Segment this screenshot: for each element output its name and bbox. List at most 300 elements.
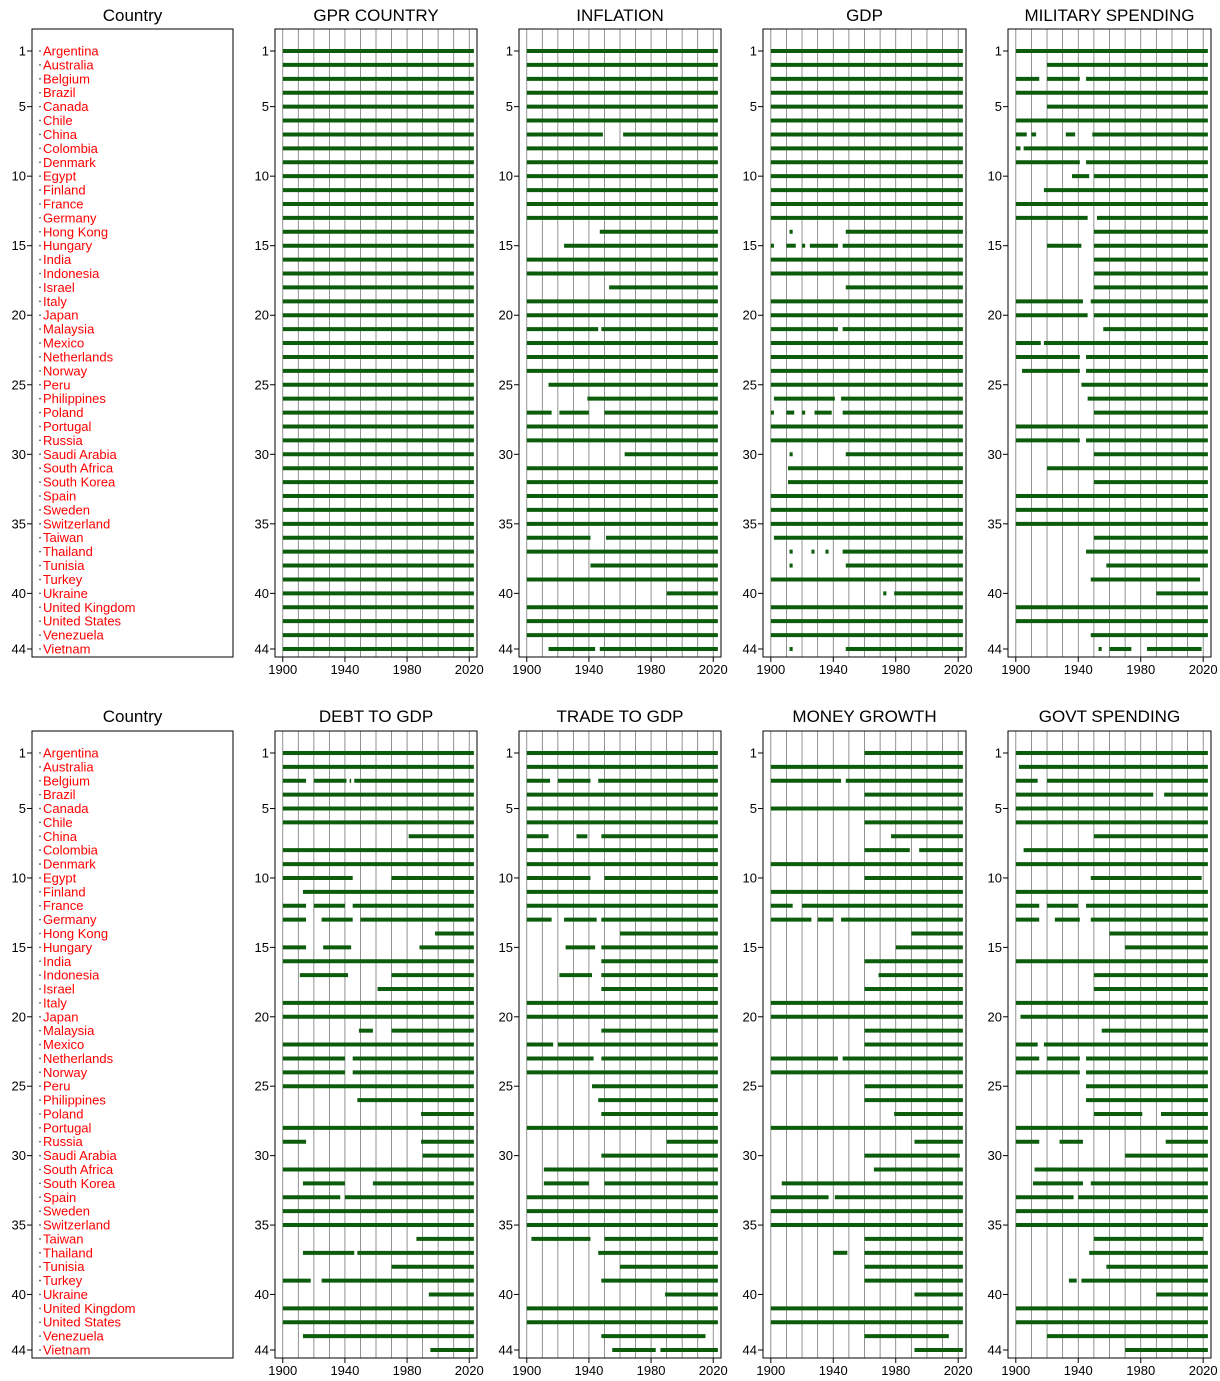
country-label: Belgium	[43, 71, 90, 87]
country-label: China	[43, 126, 77, 142]
country-label: Japan	[43, 1009, 79, 1025]
x-tick-label: 1980	[636, 1363, 666, 1378]
country-label: Poland	[43, 405, 84, 421]
y-tick-label: 44	[742, 1342, 757, 1358]
country-label: Switzerland	[43, 1217, 111, 1233]
country-marker	[39, 946, 41, 948]
country-label: France	[43, 898, 84, 914]
panel-title: TRADE TO GDP	[556, 707, 684, 726]
y-tick-label: 40	[987, 1286, 1002, 1302]
country-label: Malaysia	[43, 1023, 95, 1039]
y-tick-label: 30	[498, 1148, 513, 1164]
country-label: Mexico	[43, 335, 85, 351]
country-marker	[39, 863, 41, 865]
country-marker	[39, 439, 41, 441]
x-tick-label: 2020	[943, 1363, 973, 1378]
country-label: Tunisia	[43, 1259, 85, 1275]
country-marker	[39, 1058, 41, 1060]
y-tick-label: 44	[987, 1342, 1002, 1358]
country-marker	[39, 495, 41, 497]
country-marker	[39, 606, 41, 608]
country-label: Turkey	[43, 1273, 83, 1289]
country-marker	[39, 1349, 41, 1351]
x-tick-label: 1940	[818, 662, 848, 677]
country-label: Canada	[43, 99, 89, 115]
country-label: Netherlands	[43, 1050, 114, 1066]
country-marker	[39, 1127, 41, 1129]
y-tick-label: 20	[987, 307, 1002, 323]
y-tick-label: 20	[254, 307, 269, 323]
country-label: United Kingdom	[43, 1300, 136, 1316]
country-label: Japan	[43, 307, 79, 323]
country-label: South Korea	[43, 1175, 116, 1191]
country-label: India	[43, 252, 72, 268]
panel-govt-spending	[988, 707, 1218, 1378]
country-marker	[39, 453, 41, 455]
y-tick-label: 5	[505, 99, 513, 115]
country-label: Peru	[43, 377, 71, 393]
x-tick-label: 2020	[454, 1363, 484, 1378]
x-tick-label: 1900	[268, 1363, 298, 1378]
y-tick-label: 30	[742, 446, 757, 462]
y-tick-label: 20	[498, 307, 513, 323]
country-marker	[39, 579, 41, 581]
y-tick-label: 5	[18, 99, 26, 115]
x-tick-label: 1940	[330, 1363, 360, 1378]
y-tick-label: 15	[498, 939, 513, 955]
country-label: United States	[43, 613, 122, 629]
y-tick-label: 30	[11, 1148, 26, 1164]
y-tick-label: 10	[254, 870, 269, 886]
country-panel	[12, 707, 233, 1358]
y-tick-label: 40	[498, 1286, 513, 1302]
country-label: South Africa	[43, 1162, 114, 1178]
country-marker	[39, 203, 41, 205]
country-marker	[39, 120, 41, 122]
country-label: Hong Kong	[43, 925, 109, 941]
y-tick-label: 30	[254, 1148, 269, 1164]
y-tick-label: 15	[987, 238, 1002, 254]
y-tick-label: 5	[749, 801, 757, 817]
x-tick-label: 1900	[1001, 1363, 1031, 1378]
country-label: Sweden	[43, 502, 90, 518]
panel-gpr-country	[255, 6, 484, 677]
country-marker	[39, 988, 41, 990]
y-tick-label: 35	[742, 516, 757, 532]
country-marker	[39, 50, 41, 52]
country-marker	[39, 64, 41, 66]
country-marker	[39, 1321, 41, 1323]
x-tick-label: 1940	[818, 1363, 848, 1378]
country-label: Denmark	[43, 154, 96, 170]
country-label: Australia	[43, 57, 94, 73]
country-marker	[39, 384, 41, 386]
country-label: Finland	[43, 884, 86, 900]
country-label: Israel	[43, 981, 75, 997]
x-tick-label: 1900	[512, 1363, 542, 1378]
x-tick-label: 2020	[698, 662, 728, 677]
country-label: Brazil	[43, 787, 76, 803]
country-label: Hong Kong	[43, 224, 109, 240]
x-tick-label: 1900	[756, 1363, 786, 1378]
country-marker	[39, 1280, 41, 1282]
country-marker	[39, 287, 41, 289]
country-label: Chile	[43, 113, 73, 129]
country-label: Argentina	[43, 43, 99, 59]
country-marker	[39, 189, 41, 191]
x-tick-label: 1980	[1126, 662, 1156, 677]
y-tick-label: 35	[11, 1217, 26, 1233]
y-tick-label: 35	[11, 516, 26, 532]
country-label: South Africa	[43, 460, 114, 476]
x-tick-label: 1900	[756, 662, 786, 677]
y-tick-label: 20	[254, 1009, 269, 1025]
country-label: Portugal	[43, 1120, 92, 1136]
country-marker	[39, 877, 41, 879]
country-label: Switzerland	[43, 516, 111, 532]
y-tick-label: 10	[742, 168, 757, 184]
country-marker	[39, 592, 41, 594]
country-label: Denmark	[43, 856, 96, 872]
panel-title: Country	[102, 6, 163, 25]
country-marker	[39, 245, 41, 247]
y-tick-label: 5	[994, 801, 1002, 817]
country-marker	[39, 134, 41, 136]
country-marker	[39, 960, 41, 962]
x-tick-label: 1980	[636, 662, 666, 677]
y-tick-label: 44	[254, 641, 269, 657]
country-marker	[39, 1238, 41, 1240]
country-label: Ukraine	[43, 1286, 88, 1302]
country-marker	[39, 1085, 41, 1087]
y-tick-label: 20	[498, 1009, 513, 1025]
country-marker	[39, 314, 41, 316]
y-tick-label: 35	[498, 516, 513, 532]
y-tick-label: 40	[254, 585, 269, 601]
country-label: Indonesia	[43, 266, 100, 282]
y-tick-label: 20	[742, 1009, 757, 1025]
country-marker	[39, 849, 41, 851]
country-label: Thailand	[43, 1245, 93, 1261]
country-label: South Korea	[43, 474, 116, 490]
y-tick-label: 44	[498, 641, 513, 657]
country-marker	[39, 1224, 41, 1226]
x-tick-label: 1900	[512, 662, 542, 677]
y-tick-label: 44	[254, 1342, 269, 1358]
y-tick-label: 25	[254, 377, 269, 393]
y-tick-label: 40	[498, 585, 513, 601]
country-marker	[39, 835, 41, 837]
country-marker	[39, 426, 41, 428]
country-label: Spain	[43, 1189, 77, 1205]
y-tick-label: 25	[987, 377, 1002, 393]
country-label: France	[43, 196, 84, 212]
country-marker	[39, 919, 41, 921]
y-tick-label: 5	[261, 801, 269, 817]
country-label: Venezuela	[43, 627, 104, 643]
country-marker	[39, 766, 41, 768]
country-label: Mexico	[43, 1037, 85, 1053]
y-tick-label: 1	[505, 43, 513, 59]
country-marker	[39, 537, 41, 539]
y-tick-label: 35	[742, 1217, 757, 1233]
y-tick-label: 15	[11, 939, 26, 955]
y-tick-label: 20	[11, 1009, 26, 1025]
y-tick-label: 30	[498, 446, 513, 462]
country-marker	[39, 933, 41, 935]
country-label: Norway	[43, 363, 88, 379]
country-label: Colombia	[43, 842, 98, 858]
y-tick-label: 20	[742, 307, 757, 323]
y-tick-label: 1	[18, 43, 26, 59]
country-marker	[39, 398, 41, 400]
country-marker	[39, 1141, 41, 1143]
country-marker	[39, 481, 41, 483]
country-label: Norway	[43, 1064, 88, 1080]
country-label: Vietnam	[43, 1342, 91, 1358]
country-label: Venezuela	[43, 1328, 104, 1344]
x-tick-label: 1980	[392, 662, 422, 677]
y-tick-label: 44	[11, 641, 26, 657]
y-tick-label: 15	[11, 238, 26, 254]
y-tick-label: 15	[498, 238, 513, 254]
country-label: Belgium	[43, 773, 90, 789]
y-tick-label: 1	[18, 745, 26, 761]
country-label: Tunisia	[43, 558, 85, 574]
country-label: Turkey	[43, 571, 83, 587]
country-marker	[39, 523, 41, 525]
country-marker	[39, 1252, 41, 1254]
country-marker	[39, 1113, 41, 1115]
country-label: Germany	[43, 210, 97, 226]
x-tick-label: 1980	[881, 662, 911, 677]
country-marker	[39, 1099, 41, 1101]
country-label: Italy	[43, 995, 67, 1011]
country-marker	[39, 822, 41, 824]
y-tick-label: 15	[987, 939, 1002, 955]
country-label: Portugal	[43, 418, 92, 434]
country-marker	[39, 794, 41, 796]
country-label: Argentina	[43, 745, 99, 761]
country-marker	[39, 1196, 41, 1198]
y-tick-label: 15	[254, 939, 269, 955]
country-label: Malaysia	[43, 321, 95, 337]
y-tick-label: 25	[987, 1078, 1002, 1094]
country-label: Taiwan	[43, 530, 84, 546]
country-marker	[39, 467, 41, 469]
country-marker	[39, 412, 41, 414]
x-tick-label: 1900	[1001, 662, 1031, 677]
country-marker	[39, 370, 41, 372]
panel-title: MILITARY SPENDING	[1024, 6, 1195, 25]
country-marker	[39, 551, 41, 553]
country-marker	[39, 1016, 41, 1018]
y-tick-label: 1	[261, 43, 269, 59]
country-label: Egypt	[43, 168, 77, 184]
country-label: Poland	[43, 1106, 84, 1122]
country-label: Italy	[43, 293, 67, 309]
y-tick-label: 40	[11, 1286, 26, 1302]
country-marker	[39, 1030, 41, 1032]
y-tick-label: 1	[994, 745, 1002, 761]
country-label: Thailand	[43, 544, 93, 560]
panel-debt-to-gdp	[255, 707, 484, 1378]
y-tick-label: 1	[261, 745, 269, 761]
panel-title: GPR COUNTRY	[313, 6, 439, 25]
y-tick-label: 30	[987, 446, 1002, 462]
y-tick-label: 35	[498, 1217, 513, 1233]
y-tick-label: 30	[11, 446, 26, 462]
y-tick-label: 25	[742, 1078, 757, 1094]
country-label: India	[43, 953, 72, 969]
x-tick-label: 2020	[698, 1363, 728, 1378]
y-tick-label: 10	[987, 168, 1002, 184]
y-tick-label: 44	[498, 1342, 513, 1358]
country-marker	[39, 1002, 41, 1004]
y-tick-label: 10	[498, 168, 513, 184]
x-tick-label: 2020	[1188, 1363, 1218, 1378]
y-tick-label: 44	[987, 641, 1002, 657]
x-tick-label: 1940	[330, 662, 360, 677]
country-label: Philippines	[43, 1092, 106, 1108]
country-marker	[39, 509, 41, 511]
y-tick-label: 5	[994, 99, 1002, 115]
country-label: Canada	[43, 801, 89, 817]
y-tick-label: 5	[18, 801, 26, 817]
y-tick-label: 25	[254, 1078, 269, 1094]
country-marker	[39, 974, 41, 976]
country-label: Ukraine	[43, 585, 88, 601]
country-marker	[39, 106, 41, 108]
country-marker	[39, 752, 41, 754]
country-marker	[39, 1182, 41, 1184]
country-marker	[39, 328, 41, 330]
country-marker	[39, 356, 41, 358]
y-tick-label: 5	[261, 99, 269, 115]
x-tick-label: 1980	[1126, 1363, 1156, 1378]
y-tick-label: 20	[11, 307, 26, 323]
x-tick-label: 1900	[268, 662, 298, 677]
country-label: Netherlands	[43, 349, 114, 365]
panel-title: INFLATION	[576, 6, 664, 25]
panel-title: MONEY GROWTH	[792, 707, 937, 726]
y-tick-label: 40	[11, 585, 26, 601]
y-tick-label: 1	[994, 43, 1002, 59]
country-label: Chile	[43, 814, 73, 830]
panel-title: GOVT SPENDING	[1038, 707, 1181, 726]
country-label: United States	[43, 1314, 122, 1330]
country-label: Australia	[43, 759, 94, 775]
country-label: Russia	[43, 432, 83, 448]
country-marker	[39, 217, 41, 219]
x-tick-label: 2020	[1188, 662, 1218, 677]
country-marker	[39, 175, 41, 177]
country-marker	[39, 1044, 41, 1046]
country-marker	[39, 1169, 41, 1171]
y-tick-label: 44	[11, 1342, 26, 1358]
y-tick-label: 15	[742, 238, 757, 254]
country-label: Taiwan	[43, 1231, 84, 1247]
country-marker	[39, 905, 41, 907]
country-marker	[39, 808, 41, 810]
y-tick-label: 25	[742, 377, 757, 393]
country-label: Indonesia	[43, 967, 100, 983]
country-marker	[39, 92, 41, 94]
panel-military-spending	[988, 6, 1218, 677]
y-tick-label: 25	[498, 1078, 513, 1094]
country-marker	[39, 891, 41, 893]
country-label: Hungary	[43, 939, 93, 955]
y-tick-label: 1	[749, 43, 757, 59]
x-tick-label: 1940	[1063, 1363, 1093, 1378]
y-tick-label: 30	[742, 1148, 757, 1164]
country-label: Russia	[43, 1134, 83, 1150]
country-label: Philippines	[43, 391, 106, 407]
y-tick-label: 10	[11, 168, 26, 184]
country-panel	[12, 6, 233, 657]
country-label: Brazil	[43, 85, 76, 101]
country-marker	[39, 231, 41, 233]
country-marker	[39, 300, 41, 302]
y-tick-label: 35	[254, 1217, 269, 1233]
y-tick-label: 10	[498, 870, 513, 886]
country-marker	[39, 565, 41, 567]
y-tick-label: 15	[742, 939, 757, 955]
y-tick-label: 1	[505, 745, 513, 761]
country-label: Finland	[43, 182, 86, 198]
country-label: Peru	[43, 1078, 71, 1094]
y-tick-label: 10	[254, 168, 269, 184]
y-tick-label: 5	[749, 99, 757, 115]
country-marker	[39, 1155, 41, 1157]
y-tick-label: 10	[987, 870, 1002, 886]
y-tick-label: 20	[987, 1009, 1002, 1025]
x-tick-label: 1940	[1063, 662, 1093, 677]
country-label: Israel	[43, 279, 75, 295]
y-tick-label: 5	[505, 801, 513, 817]
panel-money-growth	[743, 707, 973, 1378]
country-marker	[39, 1307, 41, 1309]
country-marker	[39, 780, 41, 782]
y-tick-label: 25	[11, 377, 26, 393]
country-marker	[39, 161, 41, 163]
y-tick-label: 35	[987, 1217, 1002, 1233]
panel-trade-to-gdp	[499, 707, 728, 1378]
country-label: United Kingdom	[43, 599, 136, 615]
country-marker	[39, 1335, 41, 1337]
country-marker	[39, 1071, 41, 1073]
country-label: Spain	[43, 488, 77, 504]
country-marker	[39, 648, 41, 650]
country-marker	[39, 342, 41, 344]
country-label: Hungary	[43, 238, 93, 254]
panel-title: GDP	[846, 6, 883, 25]
country-marker	[39, 259, 41, 261]
x-tick-label: 2020	[943, 662, 973, 677]
country-label: Vietnam	[43, 641, 91, 657]
country-label: China	[43, 828, 77, 844]
country-label: Sweden	[43, 1203, 90, 1219]
country-label: Egypt	[43, 870, 77, 886]
country-marker	[39, 1294, 41, 1296]
panel-title: Country	[102, 707, 163, 726]
country-marker	[39, 634, 41, 636]
y-tick-label: 10	[11, 870, 26, 886]
country-marker	[39, 147, 41, 149]
country-label: Colombia	[43, 140, 98, 156]
y-tick-label: 25	[498, 377, 513, 393]
panel-inflation	[499, 6, 728, 677]
